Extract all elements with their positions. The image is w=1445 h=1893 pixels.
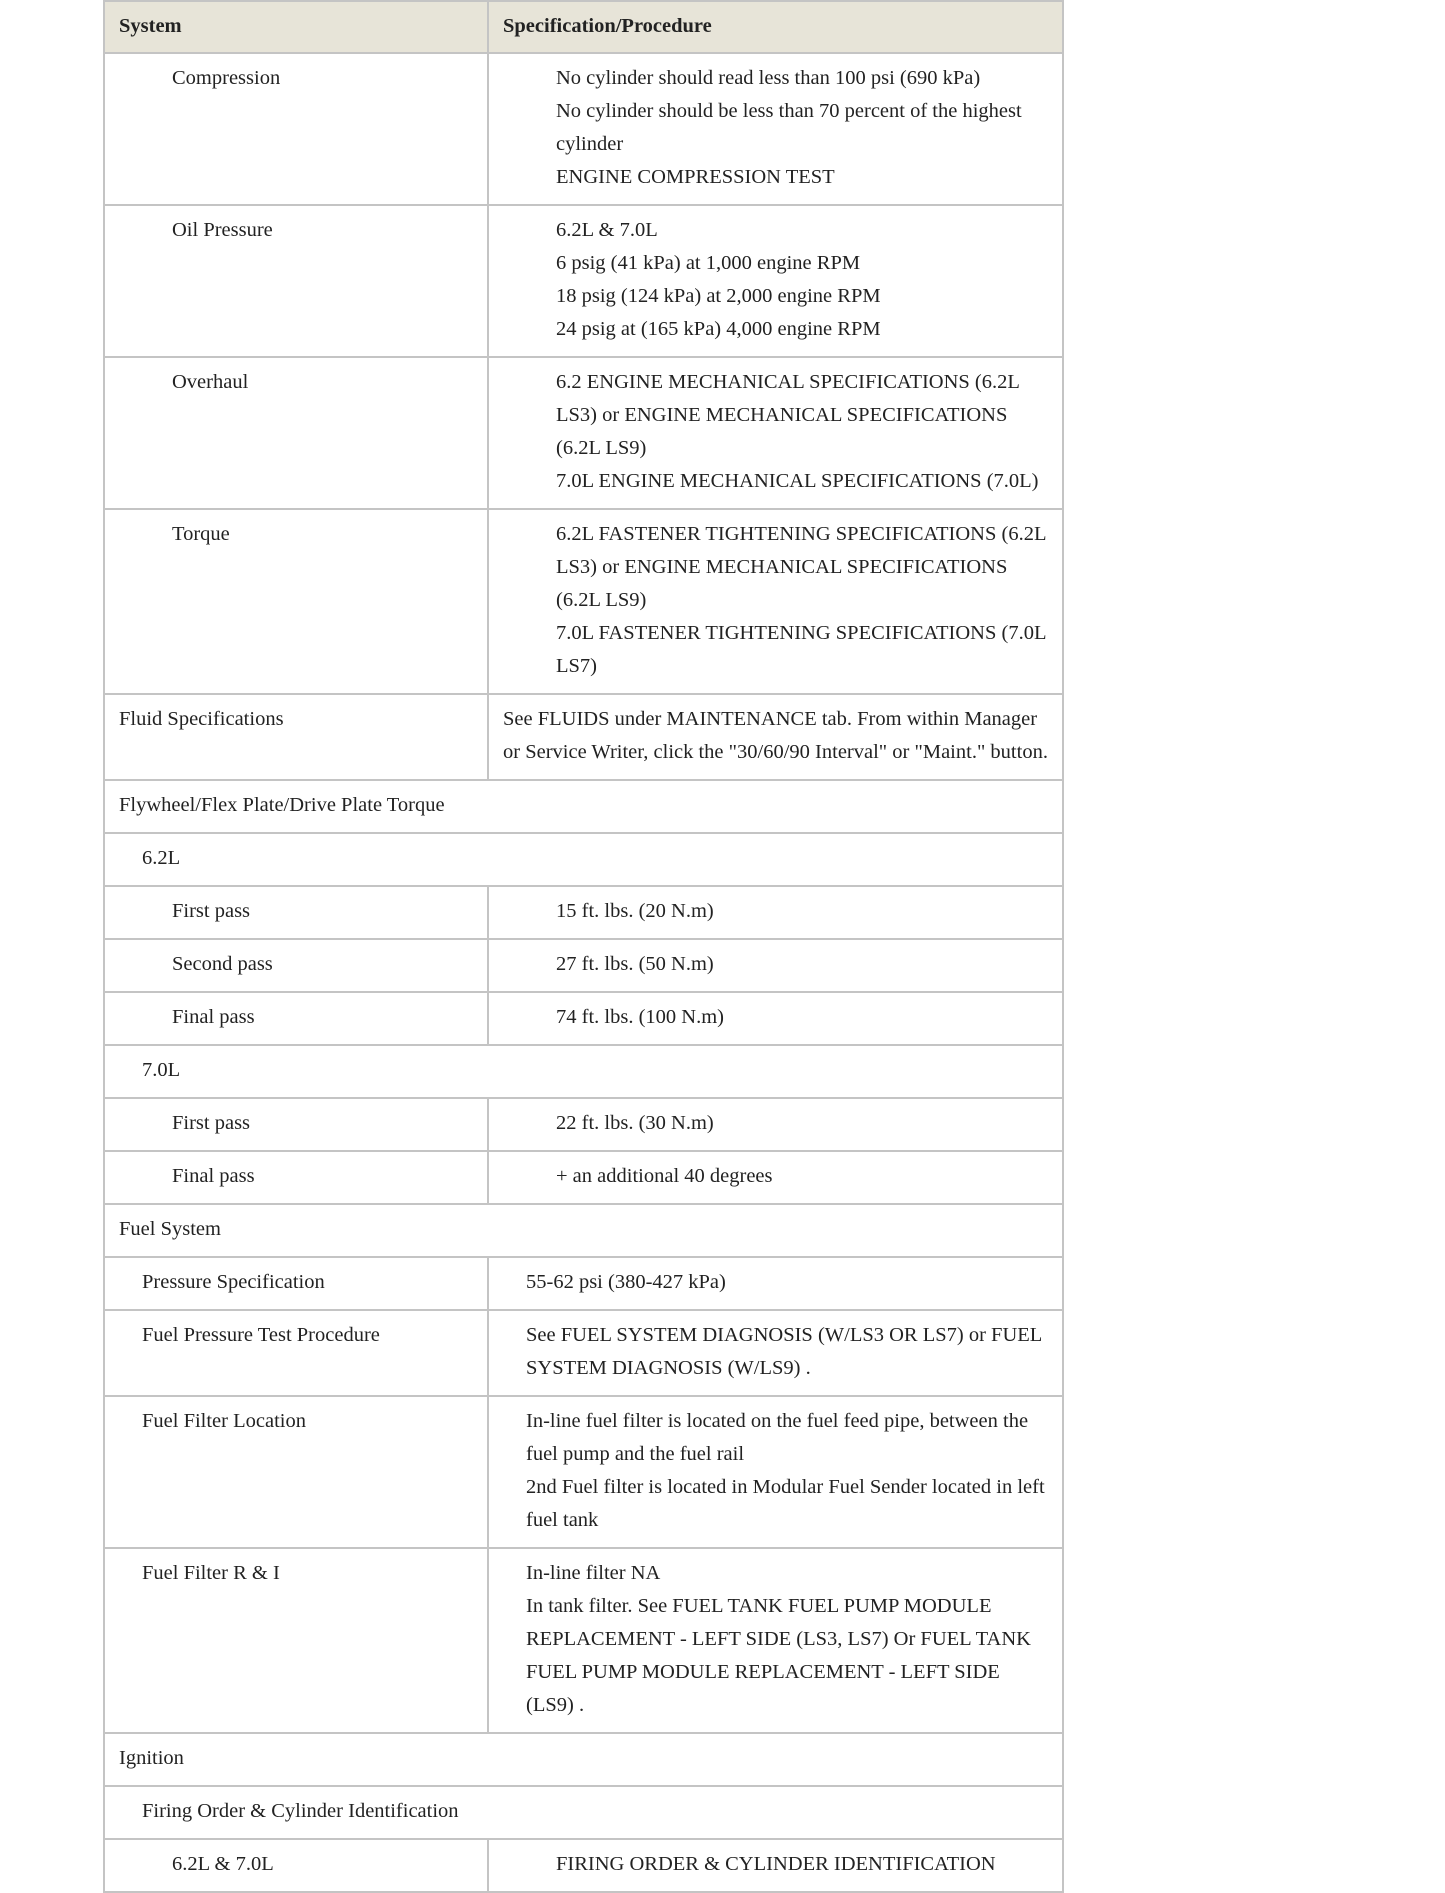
section-label: Flywheel/Flex Plate/Drive Plate Torque — [104, 780, 1063, 833]
specification-line: + an additional 40 degrees — [556, 1165, 773, 1187]
system-cell: Fuel Filter R & I — [104, 1548, 488, 1733]
table-row — [104, 1310, 1063, 1396]
table-row — [104, 357, 1063, 509]
specification-line: In-line fuel filter is located on the fuel feed pipe, between the fuel pump and the fuel rail — [526, 1410, 1029, 1465]
specification-cell — [488, 1548, 1063, 1733]
specification-cell — [488, 1151, 1063, 1204]
system-cell: Torque — [104, 509, 488, 694]
table-row — [104, 1098, 1063, 1151]
header-row — [104, 1, 1063, 53]
specification-cell — [488, 357, 1063, 509]
specification-line: See FLUIDS under MAINTENANCE tab. From within Manager or Service Writer, click the "30/60/90 Interval" or "Maint." button. — [503, 708, 1048, 763]
specification-cell — [488, 886, 1063, 939]
specification-line: 18 psig (124 kPa) at 2,000 engine RPM — [556, 285, 881, 307]
header-specification: Specification/Procedure — [488, 1, 1063, 53]
table-row — [104, 694, 1063, 780]
table-row — [104, 1257, 1063, 1310]
specification-line: 7.0L ENGINE MECHANICAL SPECIFICATIONS (7.0L) — [556, 470, 1039, 492]
specification-line: No cylinder should read less than 100 psi (690 kPa) — [556, 67, 981, 89]
table-row — [104, 53, 1063, 205]
specification-line: In-line filter NA — [526, 1562, 661, 1584]
section-label: Fuel System — [104, 1204, 1063, 1257]
specification-cell — [488, 992, 1063, 1045]
section-row — [104, 1786, 1063, 1839]
specification-cell — [488, 694, 1063, 780]
system-cell: Overhaul — [104, 357, 488, 509]
specification-line: 22 ft. lbs. (30 N.m) — [556, 1112, 714, 1134]
system-cell: Fuel Filter Location — [104, 1396, 488, 1548]
specification-cell — [488, 509, 1063, 694]
specification-cell — [488, 53, 1063, 205]
specification-line: 6 psig (41 kPa) at 1,000 engine RPM — [556, 252, 861, 274]
specification-cell — [488, 1098, 1063, 1151]
header-system: System — [104, 1, 488, 53]
specification-line: 6.2L FASTENER TIGHTENING SPECIFICATIONS (6.2L LS3) or ENGINE MECHANICAL SPECIFICATIONS (6.2L LS9) — [556, 523, 1046, 611]
specification-line: 2nd Fuel filter is located in Modular Fuel Sender located in left fuel tank — [526, 1476, 1045, 1531]
section-label: 7.0L — [104, 1045, 1063, 1098]
system-cell: Final pass — [104, 992, 488, 1045]
system-cell: Compression — [104, 53, 488, 205]
specification-cell — [488, 1310, 1063, 1396]
specification-line: See FUEL SYSTEM DIAGNOSIS (W/LS3 OR LS7) or FUEL SYSTEM DIAGNOSIS (W/LS9) . — [526, 1324, 1042, 1379]
specification-line: 27 ft. lbs. (50 N.m) — [556, 953, 714, 975]
specification-cell — [488, 1396, 1063, 1548]
specification-line: 7.0L FASTENER TIGHTENING SPECIFICATIONS (7.0L LS7) — [556, 622, 1046, 677]
specification-cell — [488, 1257, 1063, 1310]
specification-line: FIRING ORDER & CYLINDER IDENTIFICATION — [556, 1853, 996, 1875]
specification-cell — [488, 205, 1063, 357]
table-row — [104, 939, 1063, 992]
table-row — [104, 205, 1063, 357]
specification-line: No cylinder should be less than 70 percent of the highest cylinder — [556, 100, 1022, 155]
system-cell: Second pass — [104, 939, 488, 992]
table-row — [104, 509, 1063, 694]
specification-line: 55-62 psi (380-427 kPa) — [526, 1271, 726, 1293]
section-row — [104, 1204, 1063, 1257]
system-cell: Fluid Specifications — [104, 694, 488, 780]
system-cell: First pass — [104, 886, 488, 939]
system-cell: Final pass — [104, 1151, 488, 1204]
table-row — [104, 1396, 1063, 1548]
section-row — [104, 833, 1063, 886]
specification-cell — [488, 1839, 1063, 1892]
table-row — [104, 1839, 1063, 1892]
system-cell: Oil Pressure — [104, 205, 488, 357]
system-cell: 6.2L & 7.0L — [104, 1839, 488, 1892]
specification-cell — [488, 939, 1063, 992]
specification-line: ENGINE COMPRESSION TEST — [556, 166, 835, 188]
table-body — [104, 53, 1063, 1892]
specification-table — [103, 0, 1064, 1893]
system-cell: First pass — [104, 1098, 488, 1151]
section-row — [104, 1733, 1063, 1786]
section-row — [104, 780, 1063, 833]
section-label: 6.2L — [104, 833, 1063, 886]
specification-line: 6.2L & 7.0L — [556, 219, 658, 241]
table-row — [104, 1548, 1063, 1733]
specification-line: In tank filter. See FUEL TANK FUEL PUMP MODULE REPLACEMENT - LEFT SIDE (LS3, LS7) Or FUEL TANK FUEL PUMP MODULE REPLACEMENT - LEFT SIDE (LS9) . — [526, 1595, 1031, 1716]
specification-line: 6.2 ENGINE MECHANICAL SPECIFICATIONS (6.2L LS3) or ENGINE MECHANICAL SPECIFICATIONS (6.2L LS9) — [556, 371, 1020, 459]
specification-line: 24 psig at (165 kPa) 4,000 engine RPM — [556, 318, 881, 340]
section-label: Ignition — [104, 1733, 1063, 1786]
section-row — [104, 1045, 1063, 1098]
table-row — [104, 992, 1063, 1045]
specification-line: 15 ft. lbs. (20 N.m) — [556, 900, 714, 922]
table-row — [104, 886, 1063, 939]
table-row — [104, 1151, 1063, 1204]
system-cell: Pressure Specification — [104, 1257, 488, 1310]
specification-line: 74 ft. lbs. (100 N.m) — [556, 1006, 724, 1028]
section-label: Firing Order & Cylinder Identification — [104, 1786, 1063, 1839]
system-cell: Fuel Pressure Test Procedure — [104, 1310, 488, 1396]
